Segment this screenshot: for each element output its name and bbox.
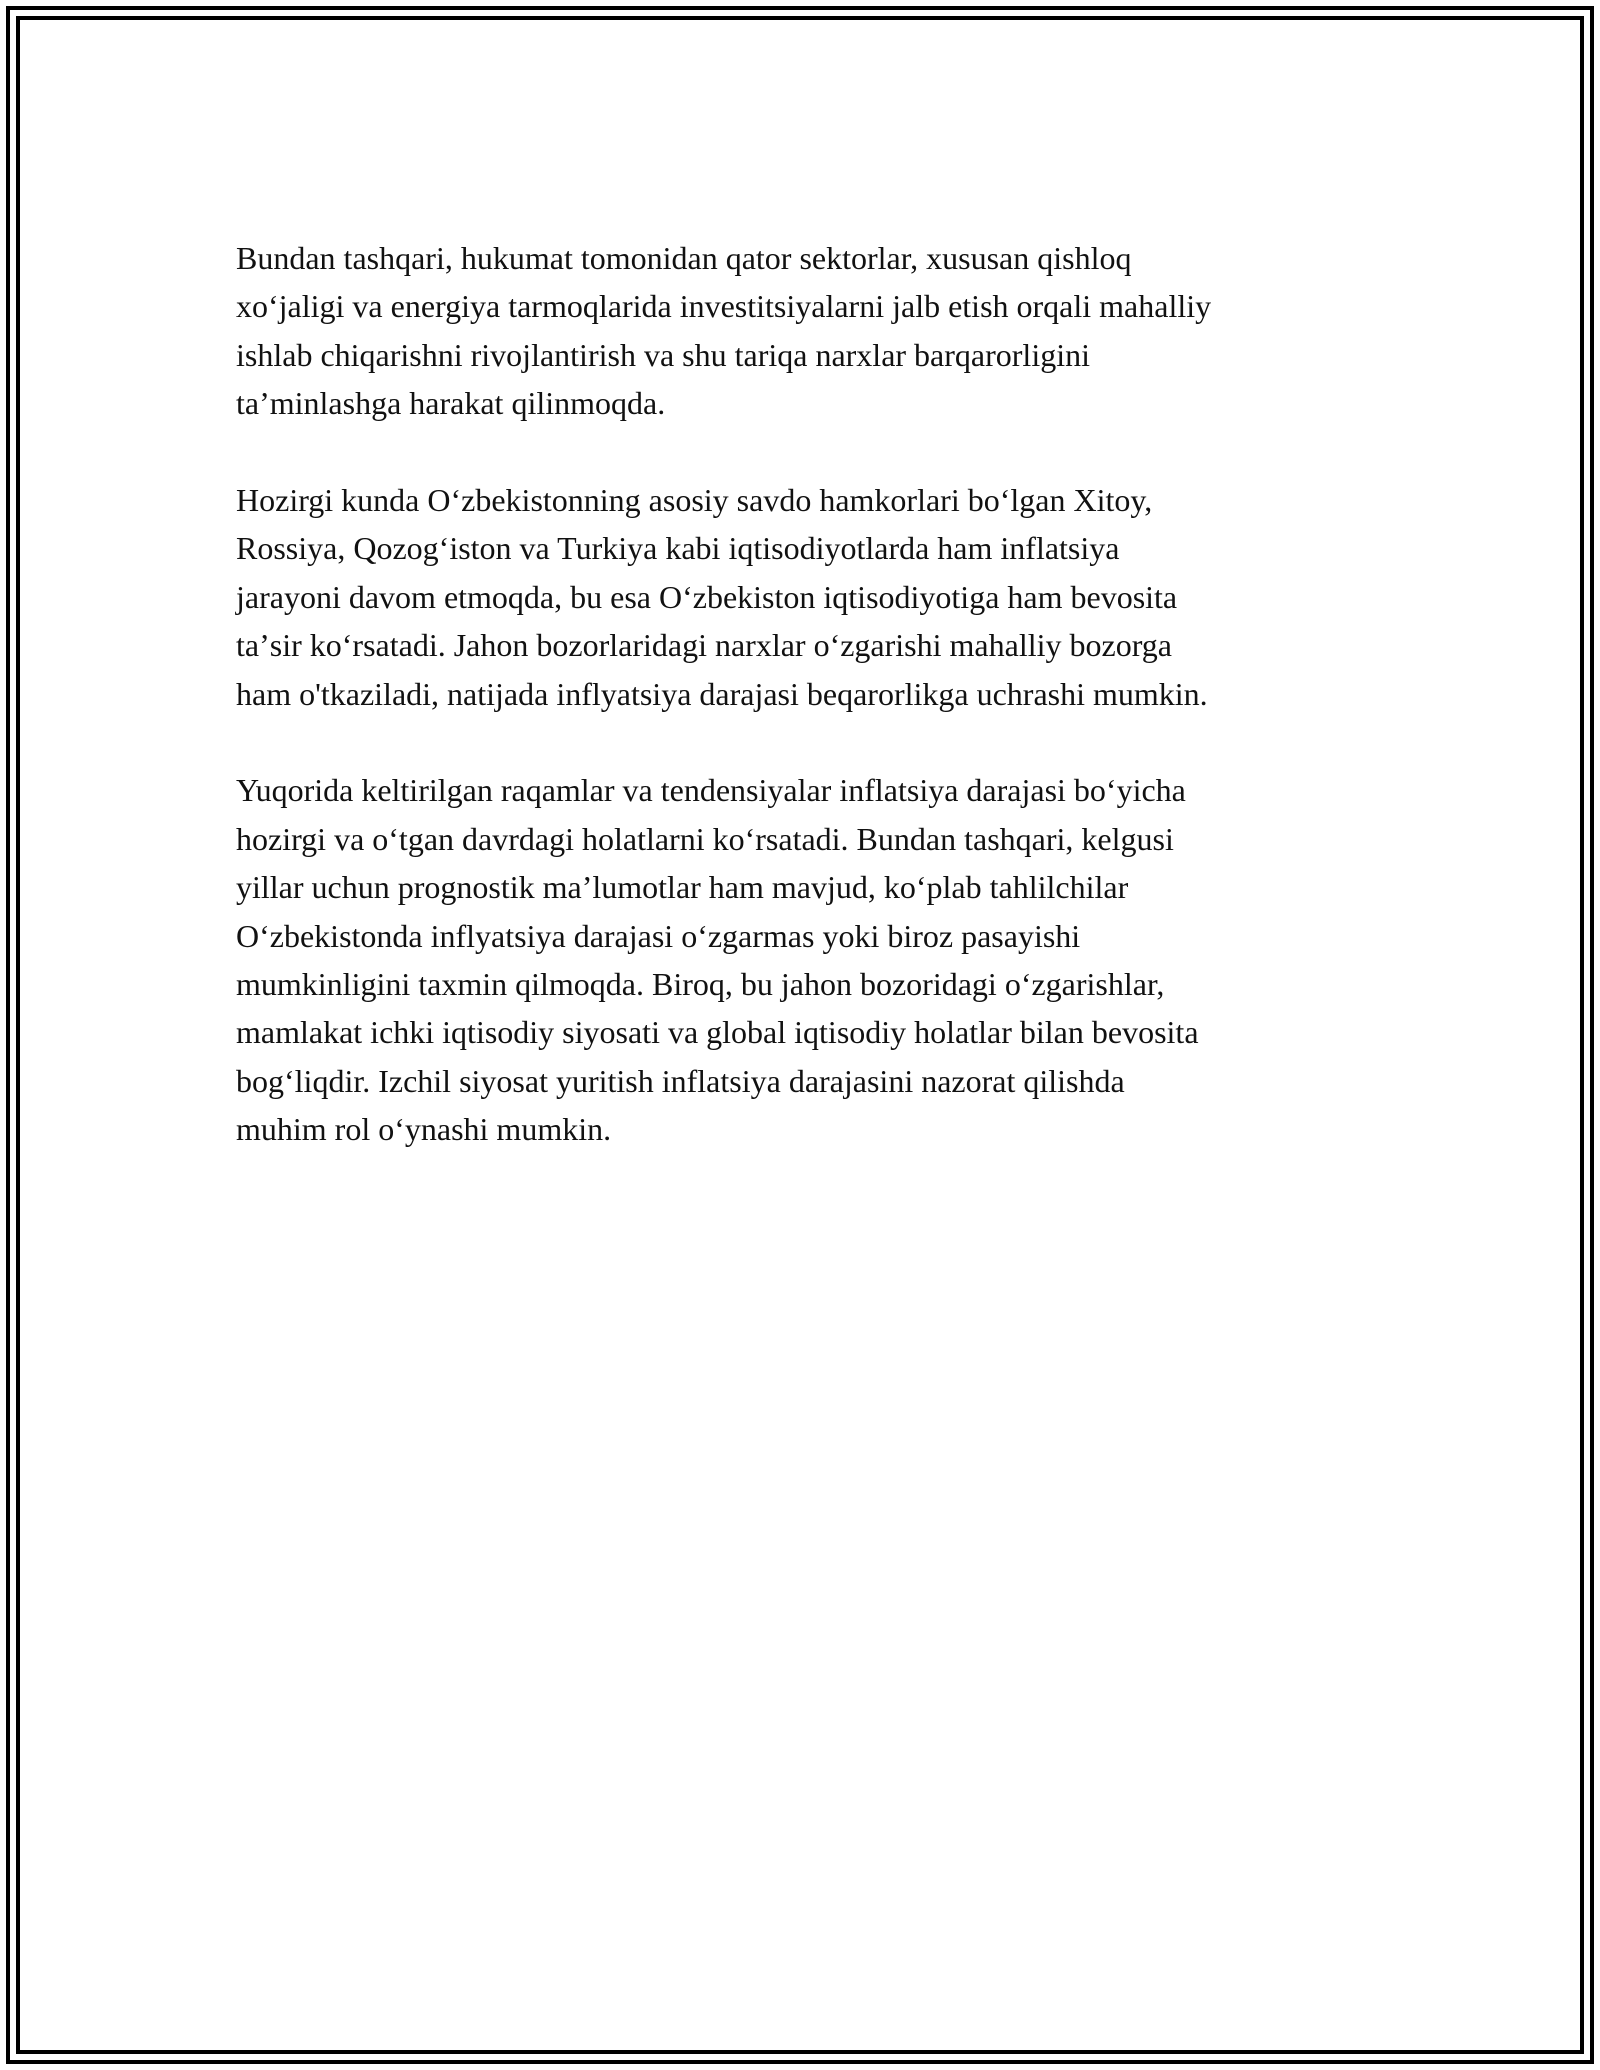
text-line: ham o'tkaziladi, natijada inflyatsiya darajasi beqarorlikga uchrashi mumkin. [236,675,1208,712]
text-line: Yuqorida keltirilgan raqamlar va tendensiyalar inflatsiya darajasi boʻyicha [236,772,1186,809]
text-line: mumkinligini taxmin qilmoqda. Biroq, bu jahon bozoridagi oʻzgarishlar, [236,966,1165,1003]
document-body [236,234,1396,1202]
paragraph-3 [236,766,1396,1153]
text-line: Hozirgi kunda Oʻzbekistonning asosiy savdo hamkorlari boʻlgan Xitoy, [236,482,1153,519]
paragraph-2 [236,476,1396,718]
paragraph-1 [236,234,1396,428]
text-line: muhim rol oʻynashi mumkin. [236,1111,612,1148]
text-line: hozirgi va oʻtgan davrdagi holatlarni koʻrsatadi. Bundan tashqari, kelgusi [236,820,1174,857]
text-line: Oʻzbekistonda inflyatsiya darajasi oʻzgarmas yoki biroz pasayishi [236,917,1081,954]
text-line: jarayoni davom etmoqda, bu esa Oʻzbekiston iqtisodiyotiga ham bevosita [236,578,1178,615]
text-line: Rossiya, Qozogʻiston va Turkiya kabi iqtisodiyotlarda ham inflatsiya [236,530,1120,567]
text-line: taʼsir koʻrsatadi. Jahon bozorlaridagi narxlar oʻzgarishi mahalliy bozorga [236,627,1172,664]
text-line: taʼminlashga harakat qilinmoqda. [236,385,666,422]
text-line: Bundan tashqari, hukumat tomonidan qator sektorlar, xususan qishloq [236,240,1132,276]
text-line: bogʻliqdir. Izchil siyosat yuritish inflatsiya darajasini nazorat qilishda [236,1062,1125,1099]
text-line: yillar uchun prognostik maʼlumotlar ham mavjud, koʻplab tahlilchilar [236,869,1129,906]
text-line: mamlakat ichki iqtisodiy siyosati va global iqtisodiy holatlar bilan bevosita [236,1014,1199,1051]
text-line: xoʻjaligi va energiya tarmoqlarida investitsiyalarni jalb etish orqali mahalliy [236,288,1212,325]
text-line: ishlab chiqarishni rivojlantirish va shu tariqa narxlar barqarorligini [236,336,1090,373]
